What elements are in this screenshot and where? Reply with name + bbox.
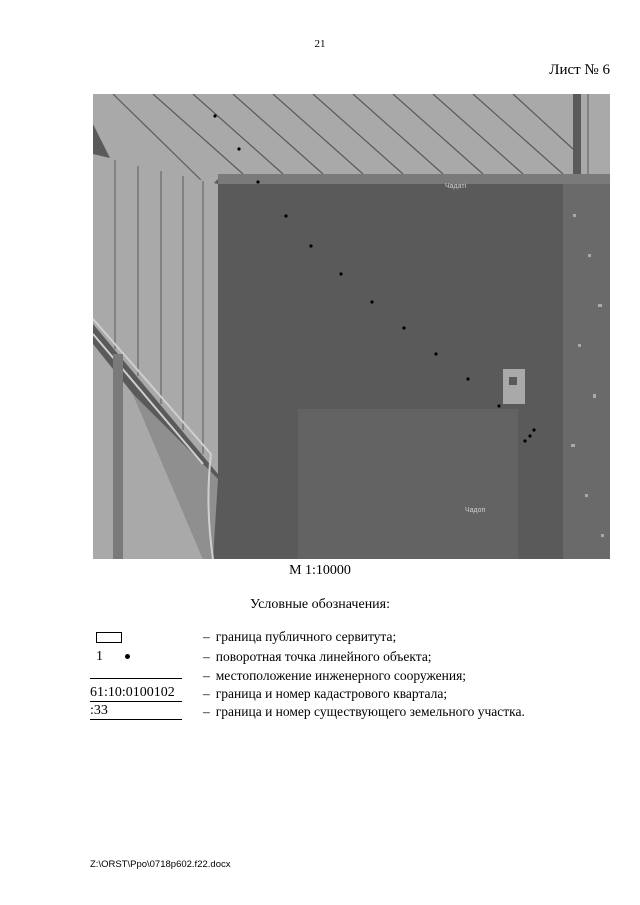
legend-item-2 [203, 649, 432, 665]
map-drawing [93, 94, 610, 559]
field-label-2: Чадоп [465, 507, 486, 514]
legend-dash: – [203, 649, 210, 664]
legend-description: поворотная точка линейного объекта; [215, 649, 432, 664]
legend-title: Условные обозначения: [249, 597, 391, 612]
legend-item-3 [203, 668, 466, 684]
legend-symbol-rotation-point [90, 649, 182, 665]
legend-description: граница и номер существующего земельного участка. [215, 704, 525, 719]
legend-dash: – [203, 686, 210, 701]
field-label-1: Чадаті [445, 183, 467, 190]
point-dot-icon [125, 654, 130, 659]
map-image [93, 94, 610, 559]
legend-symbol-cadastral-quarter: 61:10:0100102 [90, 685, 182, 702]
legend-description: граница публичного сервитута; [215, 629, 397, 644]
file-path-footer: Z:\ORST\Ppo\0718p602.f22.docx [90, 859, 231, 870]
legend-item-5 [203, 704, 525, 720]
legend-symbol-land-plot: :33 [90, 703, 182, 720]
legend-item-4 [203, 686, 447, 702]
legend-symbol-engineering-structure [90, 668, 182, 682]
legend-symbol-servitude-boundary [90, 632, 182, 643]
map-scale: М 1:10000 [289, 563, 351, 578]
page-number: 21 [314, 38, 326, 50]
legend-dash: – [203, 668, 210, 683]
legend-item-1 [203, 629, 396, 645]
legend-description: местоположение инженерного сооружения; [215, 668, 467, 683]
legend-point-number: 1 [96, 649, 103, 664]
legend-dash: – [203, 629, 210, 644]
legend-description: граница и номер кадастрового квартала; [215, 686, 448, 701]
sheet-label: Лист № 6 [549, 62, 610, 78]
legend-dash: – [203, 704, 210, 719]
